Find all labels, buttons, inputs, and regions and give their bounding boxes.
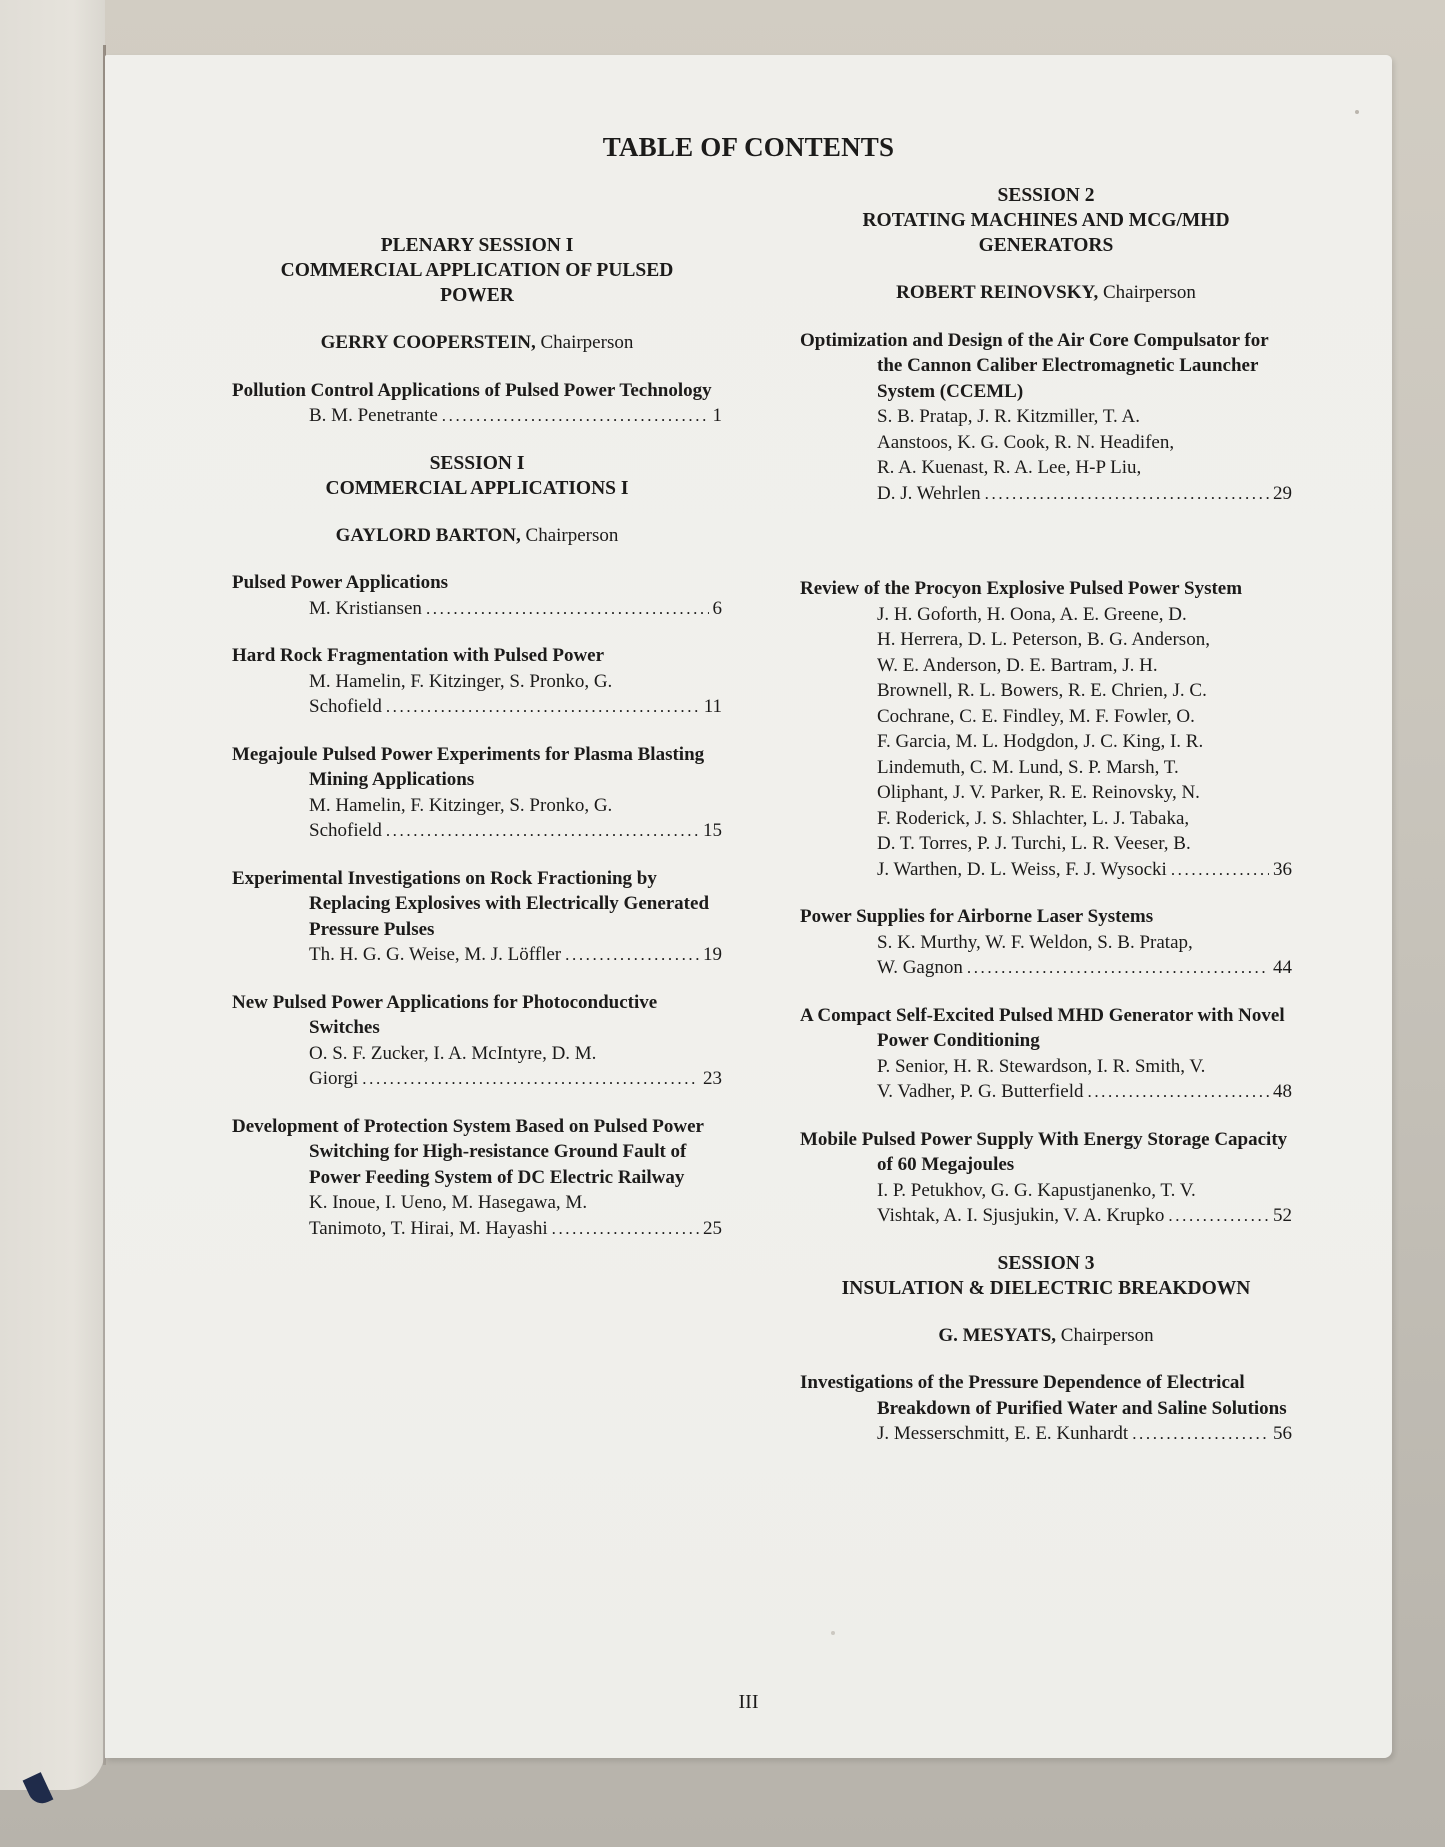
entry-authors [800, 404, 1292, 506]
page-title: TABLE OF CONTENTS [602, 132, 895, 162]
page-number: 19 [703, 944, 722, 965]
author-line: D. T. Torres, P. J. Turchi, L. R. Veeser, B. [877, 833, 1191, 854]
dot-leader [1087, 1079, 1269, 1105]
toc-section-plenary-session-1 [232, 233, 722, 429]
author-line-with-page [877, 1421, 1292, 1447]
author-line: J. Warthen, D. L. Weiss, F. J. Wysocki [877, 858, 1167, 880]
toc-section-session-1 [232, 451, 722, 1242]
author-line: M. Hamelin, F. Kitzinger, S. Pronko, G. [309, 794, 613, 816]
toc-entry[interactable] [232, 378, 722, 429]
entry-title: Development of Protection System Based on Pulsed Power Switching for High-resistance Ground Fault of Power Feeding System of DC Electric Railway [232, 1115, 704, 1188]
entry-title: Power Supplies for Airborne Laser Systems [800, 906, 1154, 927]
entry-authors [232, 1190, 722, 1241]
entry-authors [232, 1041, 722, 1092]
author-line: Schofield [309, 696, 382, 717]
author-line: B. M. Penetrante [309, 405, 438, 426]
author-line: Th. H. G. G. Weise, M. J. Löffler [309, 944, 562, 965]
author-line: Oliphant, J. V. Parker, R. E. Reinovsky, N. [877, 782, 1200, 803]
author-line: Giorgi [309, 1068, 359, 1089]
toc-entry[interactable] [800, 904, 1292, 981]
author-line: O. S. F. Zucker, I. A. McIntyre, D. M. [309, 1042, 597, 1064]
toc-section-session-2 [800, 183, 1292, 1229]
entry-authors [232, 403, 722, 429]
author-line-with-page [877, 1203, 1292, 1229]
session-heading-line: ROTATING MACHINES AND MCG/MHD [862, 210, 1230, 231]
chair-role: Chairperson [540, 332, 634, 353]
document-page [105, 55, 1392, 1758]
dot-leader [565, 942, 699, 968]
toc-entry[interactable] [232, 643, 722, 720]
session-heading-line: SESSION 2 [997, 185, 1095, 206]
entry-authors [800, 1421, 1292, 1447]
toc-left-column [232, 233, 722, 1241]
session-heading-line: SESSION I [429, 452, 525, 474]
dot-leader [985, 481, 1269, 507]
author-line: J. Messerschmitt, E. E. Kunhardt [877, 1423, 1129, 1444]
entry-title: New Pulsed Power Applications for Photoconductive Switches [232, 991, 658, 1038]
chair-role: Chairperson [1102, 282, 1196, 303]
session-heading-line: COMMERCIAL APPLICATIONS I [325, 477, 629, 499]
chair-name: ROBERT REINOVSKY, [896, 282, 1099, 303]
dot-leader [967, 955, 1269, 981]
page-number: 1 [712, 405, 722, 426]
page-number: 11 [703, 696, 722, 717]
dot-leader [1168, 1203, 1269, 1229]
toc-entry[interactable] [800, 328, 1292, 507]
session-heading [800, 1251, 1292, 1301]
dot-leader [362, 1066, 699, 1092]
session-heading [232, 233, 722, 308]
author-line: W. E. Anderson, D. E. Bartram, J. H. [877, 654, 1158, 676]
paper-speck [831, 1631, 835, 1635]
page-number: 36 [1273, 858, 1292, 880]
author-line: Schofield [309, 820, 382, 841]
author-line: D. J. Wehrlen [877, 482, 981, 504]
dot-leader [426, 596, 709, 622]
entry-title: Megajoule Pulsed Power Experiments for Plasma Blasting Mining Applications [232, 743, 705, 790]
chair-role: Chairperson [1060, 1324, 1154, 1346]
chair-role: Chairperson [525, 524, 619, 546]
entry-title: Review of the Procyon Explosive Pulsed Power System [800, 578, 1243, 599]
session-chair [800, 1323, 1292, 1349]
author-line: S. B. Pratap, J. R. Kitzmiller, T. A. [877, 406, 1140, 427]
toc-right-column [800, 183, 1292, 1447]
entry-authors [800, 602, 1292, 883]
author-line: R. A. Kuenast, R. A. Lee, H-P Liu, [877, 457, 1142, 478]
session-chair [232, 523, 722, 549]
entry-authors [232, 793, 722, 844]
author-line: F. Garcia, M. L. Hodgdon, J. C. King, I. R. [877, 731, 1204, 752]
author-line: V. Vadher, P. G. Butterfield [877, 1081, 1084, 1102]
chair-name: G. MESYATS, [938, 1324, 1057, 1346]
chair-name: GERRY COOPERSTEIN, [320, 332, 536, 353]
toc-entry[interactable] [800, 1127, 1292, 1229]
author-line: H. Herrera, D. L. Peterson, B. G. Anderson, [877, 629, 1210, 650]
session-heading-line: SESSION 3 [997, 1252, 1095, 1274]
dot-leader [552, 1216, 699, 1242]
previous-page-edge [0, 0, 105, 1790]
author-line: F. Roderick, J. S. Shlachter, L. J. Tabaka, [877, 807, 1190, 829]
author-line-with-page [309, 403, 722, 429]
author-line: I. P. Petukhov, G. G. Kapustjanenko, T. V. [877, 1179, 1196, 1201]
entry-title: Pulsed Power Applications [232, 572, 449, 593]
entry-authors [800, 1054, 1292, 1105]
author-line: M. Hamelin, F. Kitzinger, S. Pronko, G. [309, 670, 613, 692]
author-line-with-page [877, 1079, 1292, 1105]
page-number: 44 [1273, 957, 1292, 978]
dot-leader [386, 818, 699, 844]
toc-entry[interactable] [800, 576, 1292, 882]
session-heading-line: GENERATORS [978, 235, 1114, 256]
session-heading-line: POWER [440, 285, 514, 306]
session-heading-line: PLENARY SESSION I [380, 235, 574, 256]
author-line-with-page [877, 481, 1292, 507]
dot-leader [1132, 1421, 1269, 1447]
author-line: Cochrane, C. E. Findley, M. F. Fowler, O. [877, 705, 1195, 727]
author-line: Brownell, R. L. Bowers, R. E. Chrien, J. C. [877, 680, 1207, 701]
page-number: 52 [1273, 1205, 1292, 1226]
author-line: W. Gagnon [877, 957, 963, 978]
author-line-with-page [877, 955, 1292, 981]
author-line: K. Inoue, I. Ueno, M. Hasegawa, M. [309, 1192, 588, 1213]
entry-title: Hard Rock Fragmentation with Pulsed Power [232, 645, 605, 666]
toc-entry[interactable] [800, 1003, 1292, 1105]
page-number: 25 [703, 1217, 722, 1239]
toc-entry[interactable] [232, 570, 722, 621]
toc-section-session-3 [800, 1251, 1292, 1447]
toc-entry[interactable] [232, 1114, 722, 1242]
author-line-with-page [309, 1216, 722, 1242]
author-line: Tanimoto, T. Hirai, M. Hayashi [309, 1217, 548, 1239]
author-line-with-page [309, 818, 722, 844]
page-number: 48 [1273, 1081, 1292, 1102]
author-line-with-page [877, 857, 1292, 883]
dot-leader [442, 403, 709, 429]
paper-speck [1355, 110, 1359, 114]
toc-entry[interactable] [232, 990, 722, 1092]
session-heading [232, 451, 722, 501]
entry-title: Pollution Control Applications of Pulsed Power Technology [232, 379, 712, 401]
entry-authors [232, 669, 722, 720]
session-chair [800, 280, 1292, 306]
author-line-with-page [309, 1066, 722, 1092]
author-line: Vishtak, A. I. Sjusjukin, V. A. Krupko [877, 1205, 1165, 1226]
entry-title: Optimization and Design of the Air Core Compulsator for the Cannon Caliber Electromagnetic Launcher System (CCEML) [800, 329, 1269, 402]
entry-authors [232, 942, 722, 968]
entry-authors [800, 1178, 1292, 1229]
dot-leader [1171, 857, 1269, 883]
author-line: Aanstoos, K. G. Cook, R. N. Headifen, [877, 431, 1175, 453]
author-line-with-page [309, 596, 722, 622]
author-line: Lindemuth, C. M. Lund, S. P. Marsh, T. [877, 756, 1179, 778]
entry-authors [232, 596, 722, 622]
page-number-folio: III [738, 1691, 759, 1713]
session-chair [232, 330, 722, 356]
author-line-with-page [309, 694, 722, 720]
entry-title: Mobile Pulsed Power Supply With Energy Storage Capacity of 60 Megajoules [800, 1128, 1288, 1175]
page-number: 15 [703, 820, 722, 841]
page-number: 56 [1273, 1423, 1292, 1444]
author-line-with-page [309, 942, 722, 968]
chair-name: GAYLORD BARTON, [335, 524, 521, 546]
page-number: 29 [1273, 482, 1292, 504]
entry-title: Investigations of the Pressure Dependence of Electrical Breakdown of Purified Water and Saline Solutions [800, 1372, 1287, 1419]
entry-title: Experimental Investigations on Rock Fractioning by Replacing Explosives with Electrically Generated Pressure Pulses [232, 867, 710, 940]
author-line: J. H. Goforth, H. Oona, A. E. Greene, D. [877, 603, 1187, 625]
author-line: S. K. Murthy, W. F. Weldon, S. B. Pratap, [877, 931, 1193, 953]
entry-title: A Compact Self-Excited Pulsed MHD Generator with Novel Power Conditioning [800, 1004, 1285, 1051]
toc-entry[interactable] [232, 742, 722, 844]
session-heading [800, 183, 1292, 258]
session-heading-line: INSULATION & DIELECTRIC BREAKDOWN [841, 1277, 1251, 1299]
toc-entry[interactable] [232, 866, 722, 968]
author-line: P. Senior, H. R. Stewardson, I. R. Smith, V. [877, 1055, 1206, 1077]
page-number: 6 [712, 597, 722, 619]
page-number: 23 [703, 1068, 722, 1089]
entry-authors [800, 930, 1292, 981]
dot-leader [386, 694, 700, 720]
author-line: M. Kristiansen [309, 597, 422, 619]
toc-entry[interactable] [800, 1370, 1292, 1447]
session-heading-line: COMMERCIAL APPLICATION OF PULSED [280, 260, 674, 281]
